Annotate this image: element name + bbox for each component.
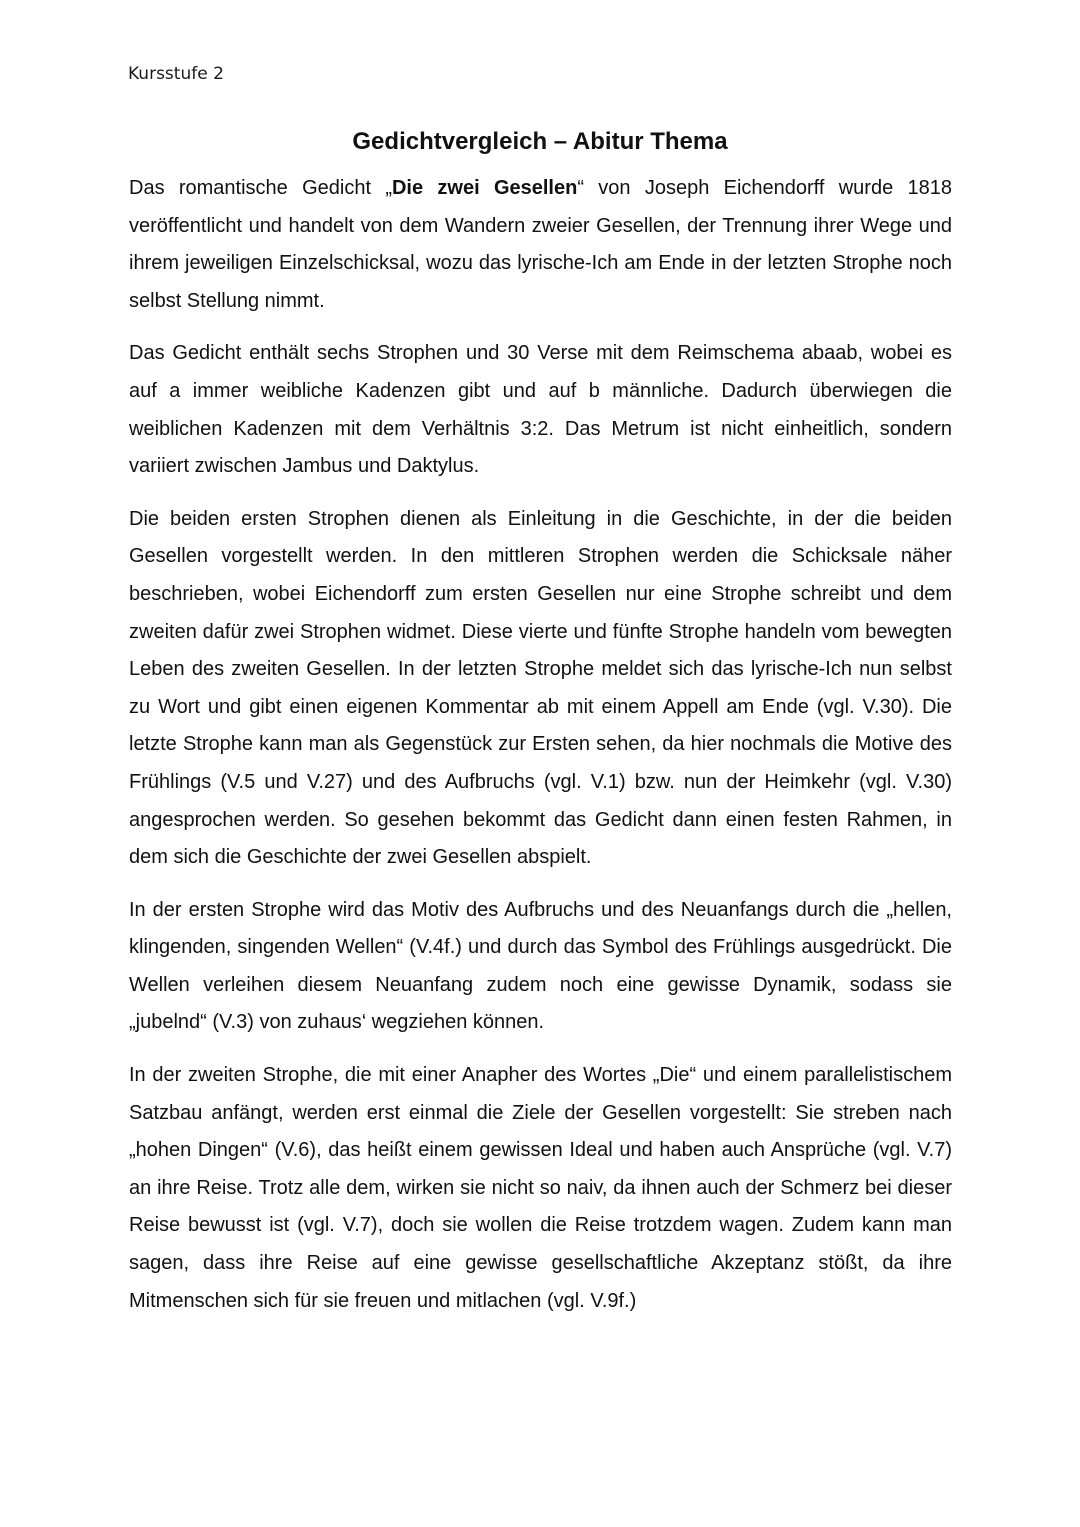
paragraph-intro-pre: Das romantische Gedicht „ — [129, 177, 392, 199]
document-body — [129, 170, 952, 1320]
course-level-label: Kursstufe 2 — [128, 64, 224, 84]
paragraph-first-stanza: In der ersten Strophe wird das Motiv des Aufbruchs und des Neuanfangs durch die „hellen, klingenden, singenden Wellen“ (V.4f.) und durch das Symbol des Frühlings ausgedrückt. Die Wellen verleihen diesem Neuanfang zudem noch eine gewisse Dynamik, sodass sie „jubelnd“ (V.3) von zuhaus‘ wegziehen können. — [129, 898, 952, 1034]
paragraph-intro-post: “ von Joseph Eichendorff wurde 1818 veröffentlicht und handelt von dem Wandern zweier Gesellen, der Trennung ihrer Wege und ihrem jeweiligen Einzelschicksal, wozu das lyrische-Ich am Ende in der letzten Strophe noch selbst Stellung nimmt. — [129, 177, 952, 312]
document-title: Gedichtvergleich – Abitur Thema — [352, 128, 728, 155]
paragraph-structure: Die beiden ersten Strophen dienen als Einleitung in die Geschichte, in der die beiden Gesellen vorgestellt werden. In den mittleren Strophen werden die Schicksale näher beschrieben, wobei Eichendorff zum ersten Gesellen nur eine Strophe schreibt und dem zweiten dafür zwei Strophen widmet. Diese vierte und fünfte Strophe handeln vom bewegten Leben des zweiten Gesellen. In der letzten Strophe meldet sich das lyrische-Ich nun selbst zu Wort und gibt einen eigenen Kommentar ab mit einem Appell am Ende (vgl. V.30). Die letzte Strophe kann man als Gegenstück zur Ersten sehen, da hier nochmals die Motive des Frühlings (V.5 und V.27) und des Aufbruchs (vgl. V.1) bzw. nun der Heimkehr (vgl. V.30) angesprochen werden. So gesehen bekommt das Gedicht dann einen festen Rahmen, in dem sich die Geschichte der zwei Gesellen abspielt. — [129, 507, 952, 869]
poem-title-bold: Die zwei Gesellen — [391, 177, 578, 199]
paragraph-form: Das Gedicht enthält sechs Strophen und 30 Verse mit dem Reimschema abaab, wobei es auf a immer weibliche Kadenzen gibt und auf b männliche. Dadurch überwiegen die weiblichen Kadenzen mit dem Verhältnis 3:2. Das Metrum ist nicht einheitlich, sondern variiert zwischen Jambus und Daktylus. — [129, 342, 952, 478]
paragraph-intro — [129, 170, 952, 320]
paragraph-second-stanza: In der zweiten Strophe, die mit einer Anapher des Wortes „Die“ und einem parallelistischem Satzbau anfängt, werden erst einmal die Ziele der Gesellen vorgestellt: Sie streben nach „hohen Dingen“ (V.6), das heißt einem gewissen Ideal und haben auch Ansprüche (vgl. V.7) an ihre Reise. Trotz alle dem, wirken sie nicht so naiv, da ihnen auch der Schmerz bei dieser Reise bewusst ist (vgl. V.7), doch sie wollen die Reise trotzdem wagen. Zudem kann man sagen, dass ihre Reise auf eine gewisse gesellschaftliche Akzeptanz stößt, da ihre Mitmenschen sich für sie freuen und mitlachen (vgl. V.9f.) — [129, 1064, 952, 1312]
